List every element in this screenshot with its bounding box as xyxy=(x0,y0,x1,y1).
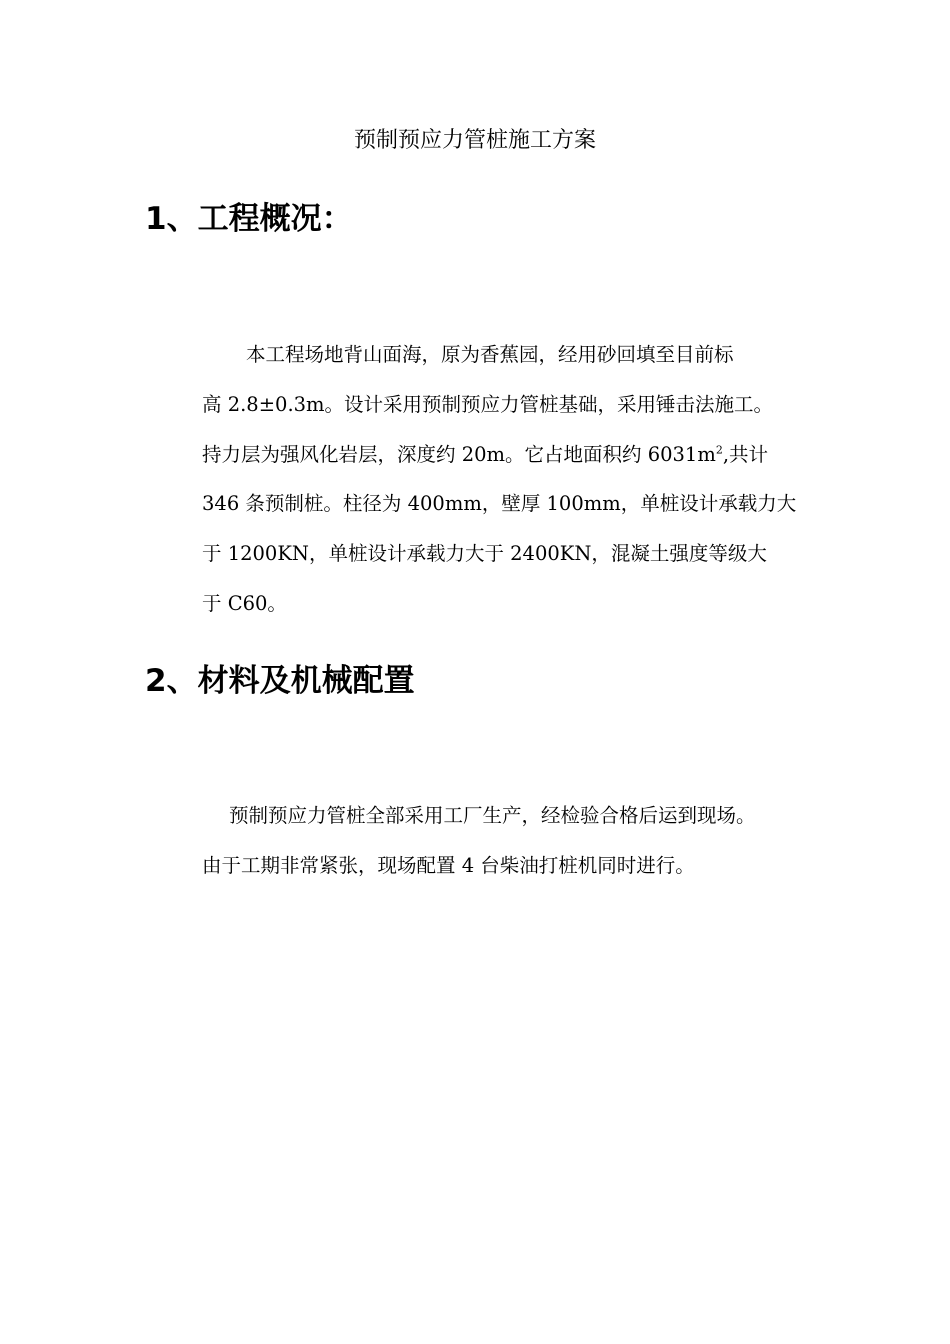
area-unit-superscript: 2 xyxy=(715,443,723,457)
section-2-paragraph xyxy=(202,791,832,891)
paragraph-line: 于 1200KN，单桩设计承载力大于 2400KN，混凝土强度等级大 xyxy=(202,542,767,566)
paragraph-line: 346 条预制桩。柱径为 400mm，壁厚 100mm，单桩设计承载力大 xyxy=(202,492,797,516)
paragraph-line: 高 2.8±0.3m。设计采用预制预应力管桩基础，采用锤击法施工。 xyxy=(202,392,774,416)
document-title: 预制预应力管桩施工方案 xyxy=(353,128,596,153)
paragraph-line-part: 持力层为强风化岩层，深度约 20m。它占地面积约 6031m xyxy=(202,442,716,466)
section-2-heading: 2、材料及机械配置 xyxy=(145,663,415,699)
section-1-paragraph xyxy=(202,330,814,629)
paragraph-line xyxy=(202,430,814,480)
paragraph-line: 预制预应力管桩全部采用工厂生产，经检验合格后运到现场。 xyxy=(229,804,756,827)
paragraph-line: 于 C60。 xyxy=(202,591,287,615)
paragraph-line: 由于工期非常紧张，现场配置 4 台柴油打桩机同时进行。 xyxy=(202,853,695,877)
paragraph-line: 本工程场地背山面海，原为香蕉园，经用砂回填至目前标 xyxy=(246,343,734,366)
paragraph-line-part: ,共计 xyxy=(722,442,769,466)
section-1-heading: 1、工程概况： xyxy=(145,201,353,237)
